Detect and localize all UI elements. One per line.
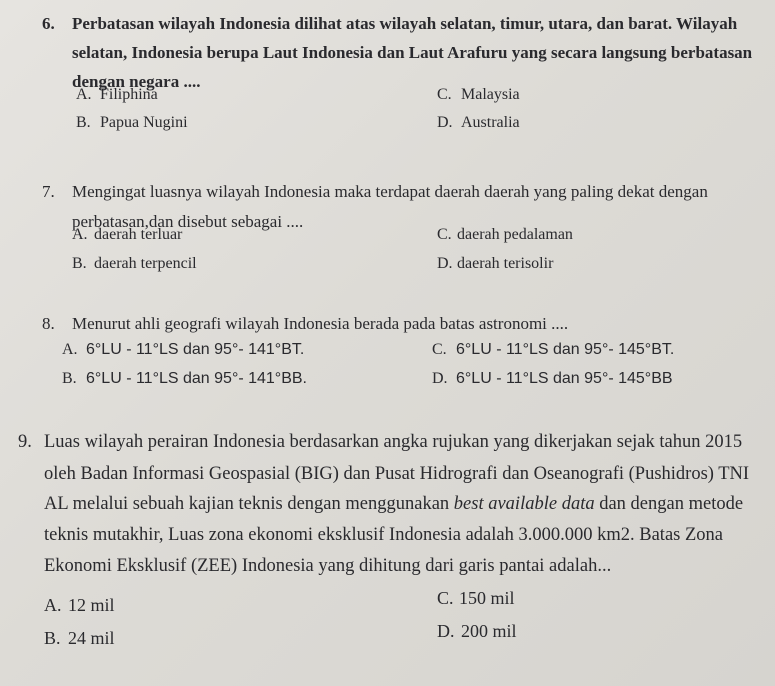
option-connector: dan	[178, 370, 215, 387]
option-label: D.	[437, 114, 453, 131]
option-text: Australia	[461, 114, 520, 131]
option-text: Malaysia	[461, 86, 520, 103]
question-text-line: oleh Badan Informasi Geospasial (BIG) dan Pusat Hidrografi dan Oseanografi (Pushidros) TNI	[44, 464, 750, 484]
option-label: C.	[437, 86, 452, 103]
question-text-line: Luas wilayah perairan Indonesia berdasarkan angka rujukan yang dikerjakan sejak tahun 2015	[44, 432, 743, 452]
option-text: Papua Nugini	[100, 114, 188, 131]
option-text: 200 mil	[461, 621, 517, 641]
option-connector: dan	[178, 341, 215, 358]
option-label: B.	[62, 370, 77, 387]
question-text-line: Ekonomi Eksklusif (ZEE) Indonesia yang dihitung dari garis pantai adalah...	[44, 556, 612, 576]
option-c[interactable]	[437, 588, 515, 609]
option-d[interactable]	[437, 621, 517, 642]
option-a[interactable]	[44, 595, 115, 616]
coordinate-latitude: 6°LU - 11°LS	[86, 341, 179, 358]
option-text: daerah terluar	[94, 226, 183, 243]
option-text: 150 mil	[459, 588, 515, 608]
question-number: 9.	[18, 432, 32, 452]
coordinate-latitude: 6°LU - 11°LS	[456, 370, 549, 387]
option-label: C.	[437, 226, 452, 243]
option-c[interactable]	[432, 341, 674, 359]
option-text: daerah pedalaman	[457, 226, 573, 243]
option-c[interactable]	[437, 226, 573, 244]
option-c[interactable]	[437, 86, 520, 104]
option-label: B.	[76, 114, 91, 131]
option-label: B.	[72, 255, 87, 272]
option-a[interactable]	[72, 226, 182, 244]
coordinate-latitude: 6°LU - 11°LS	[86, 370, 179, 387]
option-label: C.	[432, 341, 447, 358]
option-d[interactable]	[432, 370, 673, 388]
option-label: B.	[44, 628, 61, 648]
option-label: D.	[437, 621, 455, 641]
option-a[interactable]	[62, 341, 304, 359]
option-b[interactable]	[72, 255, 197, 273]
italic-term: best available data	[453, 494, 595, 514]
coordinate-longitude: 95°- 141°BB.	[214, 370, 307, 387]
option-d[interactable]	[437, 114, 520, 132]
coordinate-longitude: 95°- 141°BT.	[214, 341, 305, 358]
option-b[interactable]	[76, 114, 188, 132]
option-text: daerah terpencil	[94, 255, 197, 272]
option-label: A.	[76, 86, 92, 103]
option-label: A.	[72, 226, 88, 243]
question-text-line: Perbatasan wilayah Indonesia dilihat atas wilayah selatan, timur, utara, dan barat. Wilayah	[72, 14, 738, 33]
coordinate-latitude: 6°LU - 11°LS	[456, 341, 549, 358]
question-number: 8.	[42, 314, 55, 333]
option-a[interactable]	[76, 86, 158, 104]
question-number: 6.	[42, 14, 55, 33]
option-label: C.	[437, 588, 454, 608]
option-text: 12 mil	[68, 595, 115, 615]
option-b[interactable]	[44, 628, 115, 649]
coordinate-longitude: 95°- 145°BT.	[584, 341, 675, 358]
question-text-line: selatan, Indonesia berupa Laut Indonesia dan Laut Arafuru yang secara langsung berbatasan	[72, 43, 753, 62]
question-text-line: dengan negara ....	[72, 72, 201, 91]
coordinate-longitude: 95°- 145°BB	[584, 370, 673, 387]
option-text: daerah terisolir	[457, 255, 554, 272]
option-d[interactable]	[437, 255, 553, 273]
question-text-segment: dan dengan metode	[599, 494, 744, 514]
question-text-line	[44, 494, 743, 515]
question-number: 7.	[42, 182, 55, 201]
question-text-line: Mengingat luasnya wilayah Indonesia maka terdapat daerah daerah yang paling dekat dengan	[72, 182, 708, 201]
question-text-line: Menurut ahli geografi wilayah Indonesia berada pada batas astronomi ....	[72, 314, 569, 333]
option-b[interactable]	[62, 370, 307, 388]
option-text: Filiphina	[100, 86, 158, 103]
question-text-line: perbatasan,dan disebut sebagai ....	[72, 212, 304, 231]
option-label: A.	[44, 595, 62, 615]
option-connector: dan	[548, 370, 585, 387]
option-text: 24 mil	[68, 628, 115, 648]
question-text-segment: AL melalui sebuah kajian teknis dengan menggunakan	[44, 494, 450, 514]
option-label: D.	[437, 255, 453, 272]
option-label: A.	[62, 341, 78, 358]
option-connector: dan	[548, 341, 585, 358]
question-text-line: teknis mutakhir, Luas zona ekonomi eksklusif Indonesia adalah 3.000.000 km2. Batas Zona	[44, 525, 723, 545]
option-label: D.	[432, 370, 448, 387]
